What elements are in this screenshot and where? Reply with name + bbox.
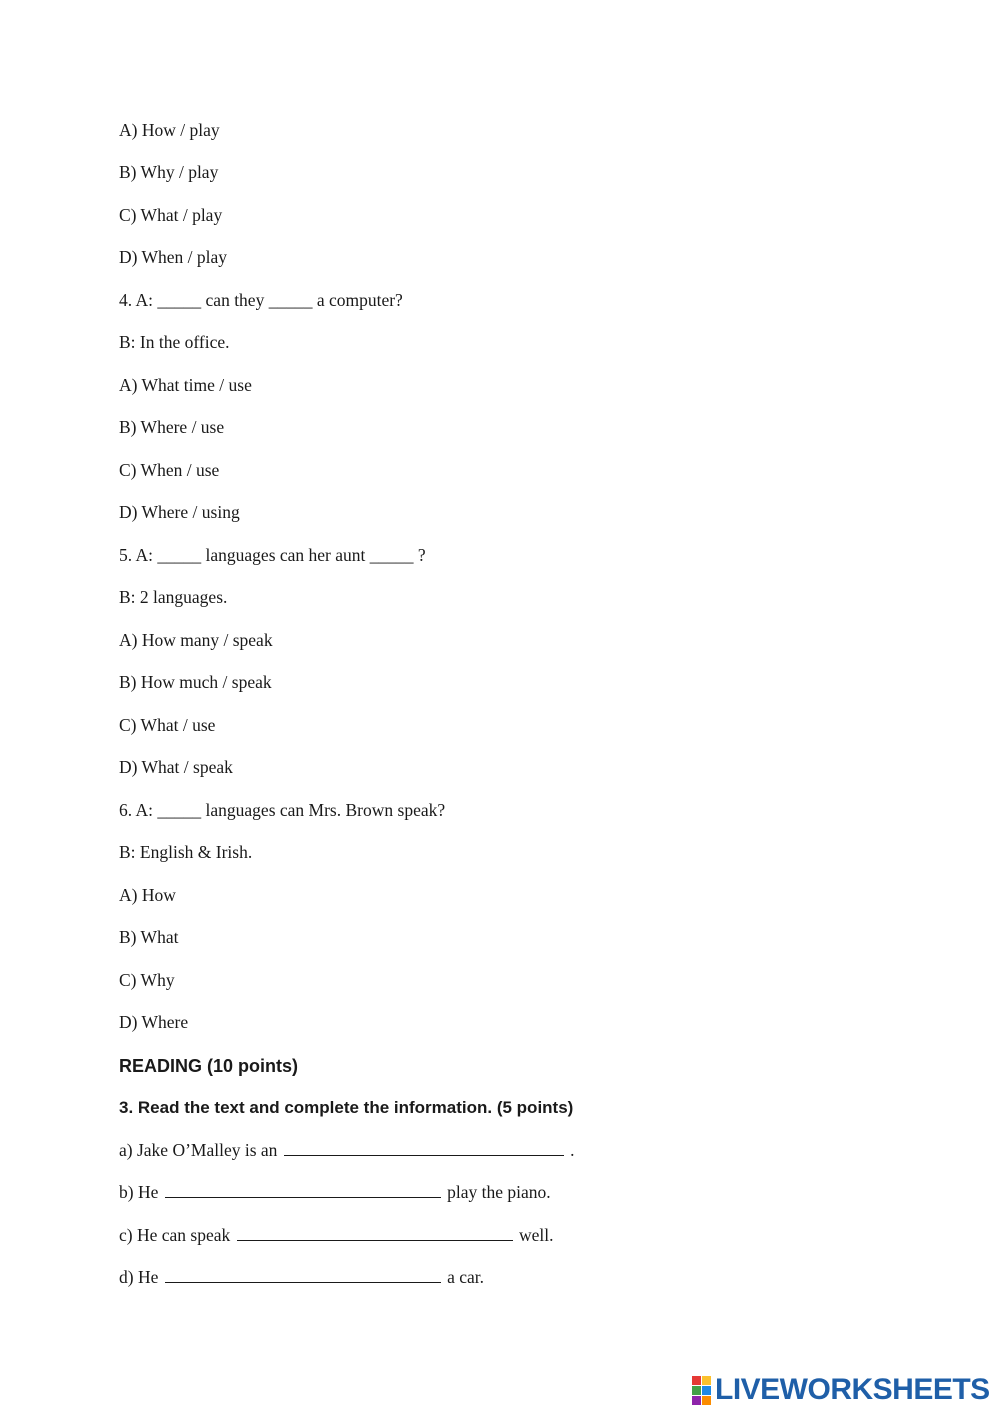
q5-option-d: D) What / speak — [119, 757, 233, 777]
logo-tile — [692, 1386, 701, 1395]
logo-tile — [692, 1376, 701, 1385]
q5-answer-line: B: 2 languages. — [119, 587, 228, 607]
q3-option-d: D) When / play — [119, 247, 228, 267]
reading-item-d-blank[interactable] — [165, 1266, 441, 1283]
q6-prompt: 6. A: _____ languages can Mrs. Brown speak? — [119, 800, 446, 820]
reading-item-a — [119, 1139, 575, 1161]
reading-item-c-blank[interactable] — [237, 1224, 513, 1241]
q5-option-a: A) How many / speak — [119, 630, 273, 650]
logo-tile — [692, 1396, 701, 1405]
logo-tile — [702, 1396, 711, 1405]
q5-prompt: 5. A: _____ languages can her aunt _____ ? — [119, 545, 426, 565]
q4-answer-line: B: In the office. — [119, 332, 230, 352]
reading-item-b-blank[interactable] — [165, 1181, 441, 1198]
q6-answer-line: B: English & Irish. — [119, 842, 253, 862]
q5-option-c: C) What / use — [119, 715, 216, 735]
q4-option-a: A) What time / use — [119, 375, 252, 395]
reading-item-c-prefix: c) He can speak — [119, 1225, 231, 1245]
reading-item-b — [119, 1181, 551, 1203]
logo-text: LIVEWORKSHEETS — [715, 1373, 990, 1406]
q6-option-d: D) Where — [119, 1012, 189, 1032]
reading-item-b-suffix: play the piano. — [447, 1182, 551, 1202]
reading-item-d-prefix: d) He — [119, 1267, 159, 1287]
q4-option-d: D) Where / using — [119, 502, 240, 522]
q4-prompt: 4. A: _____ can they _____ a computer? — [119, 290, 403, 310]
reading-item-d-suffix: a car. — [447, 1267, 485, 1287]
reading-item-c — [119, 1224, 554, 1246]
liveworksheets-logo — [692, 1374, 990, 1406]
q5-option-b: B) How much / speak — [119, 672, 272, 692]
logo-tile — [702, 1376, 711, 1385]
q3-option-a: A) How / play — [119, 120, 220, 140]
reading-instruction: 3. Read the text and complete the information. (5 points) — [119, 1098, 574, 1117]
logo-tiles-icon — [692, 1376, 711, 1405]
reading-heading: READING (10 points) — [119, 1056, 299, 1076]
q3-option-c: C) What / play — [119, 205, 223, 225]
reading-item-d — [119, 1266, 484, 1288]
reading-item-c-suffix: well. — [519, 1225, 554, 1245]
logo-tile — [702, 1386, 711, 1395]
q6-option-c: C) Why — [119, 970, 175, 990]
q4-option-b: B) Where / use — [119, 417, 225, 437]
reading-item-a-blank[interactable] — [284, 1139, 564, 1156]
reading-item-b-prefix: b) He — [119, 1182, 159, 1202]
q6-option-b: B) What — [119, 927, 179, 947]
q6-option-a: A) How — [119, 885, 176, 905]
reading-item-a-suffix: . — [570, 1140, 575, 1160]
q4-option-c: C) When / use — [119, 460, 220, 480]
q3-option-b: B) Why / play — [119, 162, 219, 182]
reading-item-a-prefix: a) Jake O’Malley is an — [119, 1140, 278, 1160]
